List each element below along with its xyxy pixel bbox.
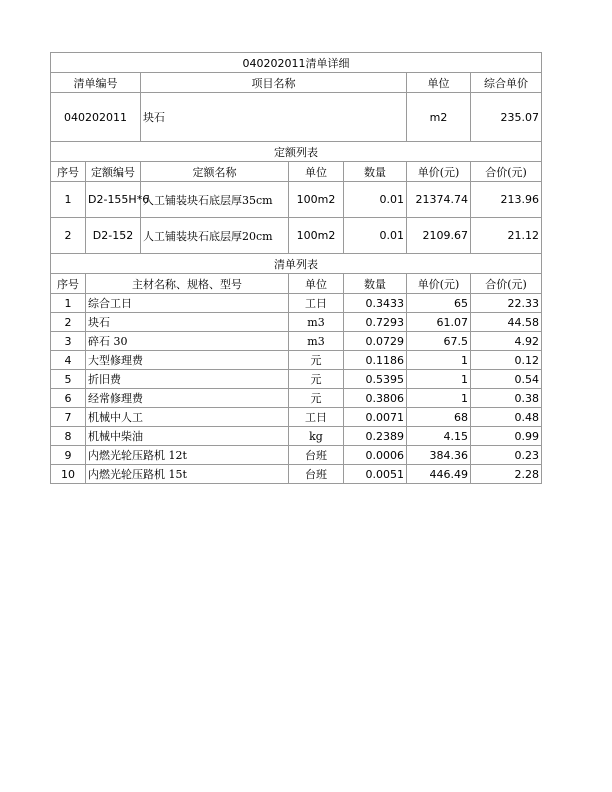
material-name: 折旧费	[86, 370, 289, 389]
material-name: 机械中柴油	[86, 427, 289, 446]
material-qty: 0.7293	[344, 313, 407, 332]
material-name: 大型修理费	[86, 351, 289, 370]
material-total: 0.48	[471, 408, 542, 427]
material-index: 9	[51, 446, 86, 465]
quota-index: 2	[51, 218, 86, 254]
quota-name: 人工铺装块石底层厚35cm	[141, 182, 289, 218]
material-total: 0.12	[471, 351, 542, 370]
material-unit: 台班	[289, 446, 344, 465]
material-total: 0.23	[471, 446, 542, 465]
material-name: 块石	[86, 313, 289, 332]
quota-code: D2-155H*6	[86, 182, 141, 218]
material-qty: 0.0051	[344, 465, 407, 484]
material-qty: 0.5395	[344, 370, 407, 389]
material-row	[51, 389, 542, 408]
material-qty: 0.0071	[344, 408, 407, 427]
material-unit-price: 1	[407, 370, 471, 389]
material-qty: 0.3806	[344, 389, 407, 408]
material-unit-price: 68	[407, 408, 471, 427]
quota-header-index: 序号	[51, 162, 86, 182]
quota-unit: 100m2	[289, 218, 344, 254]
material-unit-price: 1	[407, 351, 471, 370]
material-unit: 工日	[289, 408, 344, 427]
material-total: 4.92	[471, 332, 542, 351]
material-index: 1	[51, 294, 86, 313]
sheet-title: 040202011清单详细	[51, 53, 542, 73]
quota-unit: 100m2	[289, 182, 344, 218]
quota-header-row	[51, 162, 542, 182]
quota-header-total: 合价(元)	[471, 162, 542, 182]
bill-detail-table	[50, 52, 542, 484]
material-unit-price: 61.07	[407, 313, 471, 332]
material-unit-price: 1	[407, 389, 471, 408]
quota-index: 1	[51, 182, 86, 218]
material-unit: m3	[289, 332, 344, 351]
quota-qty: 0.01	[344, 218, 407, 254]
material-section-title: 清单列表	[51, 254, 542, 274]
material-index: 6	[51, 389, 86, 408]
material-row	[51, 351, 542, 370]
material-header-unit: 单位	[289, 274, 344, 294]
material-row	[51, 465, 542, 484]
item-price: 235.07	[471, 93, 542, 142]
quota-section-title-row	[51, 142, 542, 162]
quota-code: D2-152	[86, 218, 141, 254]
quota-header-qty: 数量	[344, 162, 407, 182]
material-qty: 0.2389	[344, 427, 407, 446]
header-unit: 单位	[407, 73, 471, 93]
header-code: 清单编号	[51, 73, 141, 93]
material-name: 经常修理费	[86, 389, 289, 408]
material-unit-price: 446.49	[407, 465, 471, 484]
material-header-qty: 数量	[344, 274, 407, 294]
item-code: 040202011	[51, 93, 141, 142]
quota-row	[51, 182, 542, 218]
material-row	[51, 313, 542, 332]
material-row	[51, 332, 542, 351]
quota-total: 213.96	[471, 182, 542, 218]
item-unit: m2	[407, 93, 471, 142]
material-index: 2	[51, 313, 86, 332]
bill-detail-sheet	[50, 52, 541, 484]
quota-unit-price: 21374.74	[407, 182, 471, 218]
material-header-name: 主材名称、规格、型号	[86, 274, 289, 294]
quota-header-name: 定额名称	[141, 162, 289, 182]
material-qty: 0.0006	[344, 446, 407, 465]
material-index: 7	[51, 408, 86, 427]
material-header-unit-price: 单价(元)	[407, 274, 471, 294]
item-header-row	[51, 73, 542, 93]
material-index: 8	[51, 427, 86, 446]
quota-row	[51, 218, 542, 254]
material-total: 2.28	[471, 465, 542, 484]
material-total: 22.33	[471, 294, 542, 313]
item-row	[51, 93, 542, 142]
header-price: 综合单价	[471, 73, 542, 93]
material-index: 5	[51, 370, 86, 389]
quota-header-unit: 单位	[289, 162, 344, 182]
material-total: 0.54	[471, 370, 542, 389]
material-qty: 0.3433	[344, 294, 407, 313]
material-unit: 元	[289, 389, 344, 408]
material-unit-price: 384.36	[407, 446, 471, 465]
title-row	[51, 53, 542, 73]
material-row	[51, 370, 542, 389]
material-unit-price: 4.15	[407, 427, 471, 446]
material-qty: 0.0729	[344, 332, 407, 351]
quota-unit-price: 2109.67	[407, 218, 471, 254]
header-name: 项目名称	[141, 73, 407, 93]
quota-section-title: 定额列表	[51, 142, 542, 162]
material-name: 内燃光轮压路机 12t	[86, 446, 289, 465]
material-total: 0.38	[471, 389, 542, 408]
quota-total: 21.12	[471, 218, 542, 254]
item-name: 块石	[141, 93, 407, 142]
material-name: 内燃光轮压路机 15t	[86, 465, 289, 484]
quota-header-code: 定额编号	[86, 162, 141, 182]
material-unit: 工日	[289, 294, 344, 313]
material-list	[51, 294, 542, 484]
quota-qty: 0.01	[344, 182, 407, 218]
material-row	[51, 294, 542, 313]
material-header-index: 序号	[51, 274, 86, 294]
material-unit-price: 65	[407, 294, 471, 313]
material-name: 综合工日	[86, 294, 289, 313]
quota-header-unit-price: 单价(元)	[407, 162, 471, 182]
quota-name: 人工铺装块石底层厚20cm	[141, 218, 289, 254]
material-qty: 0.1186	[344, 351, 407, 370]
material-row	[51, 446, 542, 465]
material-unit: kg	[289, 427, 344, 446]
material-section-title-row	[51, 254, 542, 274]
material-name: 碎石 30	[86, 332, 289, 351]
material-total: 0.99	[471, 427, 542, 446]
material-index: 3	[51, 332, 86, 351]
material-header-row	[51, 274, 542, 294]
material-index: 10	[51, 465, 86, 484]
material-name: 机械中人工	[86, 408, 289, 427]
material-header-total: 合价(元)	[471, 274, 542, 294]
material-unit-price: 67.5	[407, 332, 471, 351]
material-row	[51, 408, 542, 427]
material-total: 44.58	[471, 313, 542, 332]
material-unit: 元	[289, 351, 344, 370]
material-unit: 元	[289, 370, 344, 389]
material-unit: 台班	[289, 465, 344, 484]
material-index: 4	[51, 351, 86, 370]
material-row	[51, 427, 542, 446]
material-unit: m3	[289, 313, 344, 332]
